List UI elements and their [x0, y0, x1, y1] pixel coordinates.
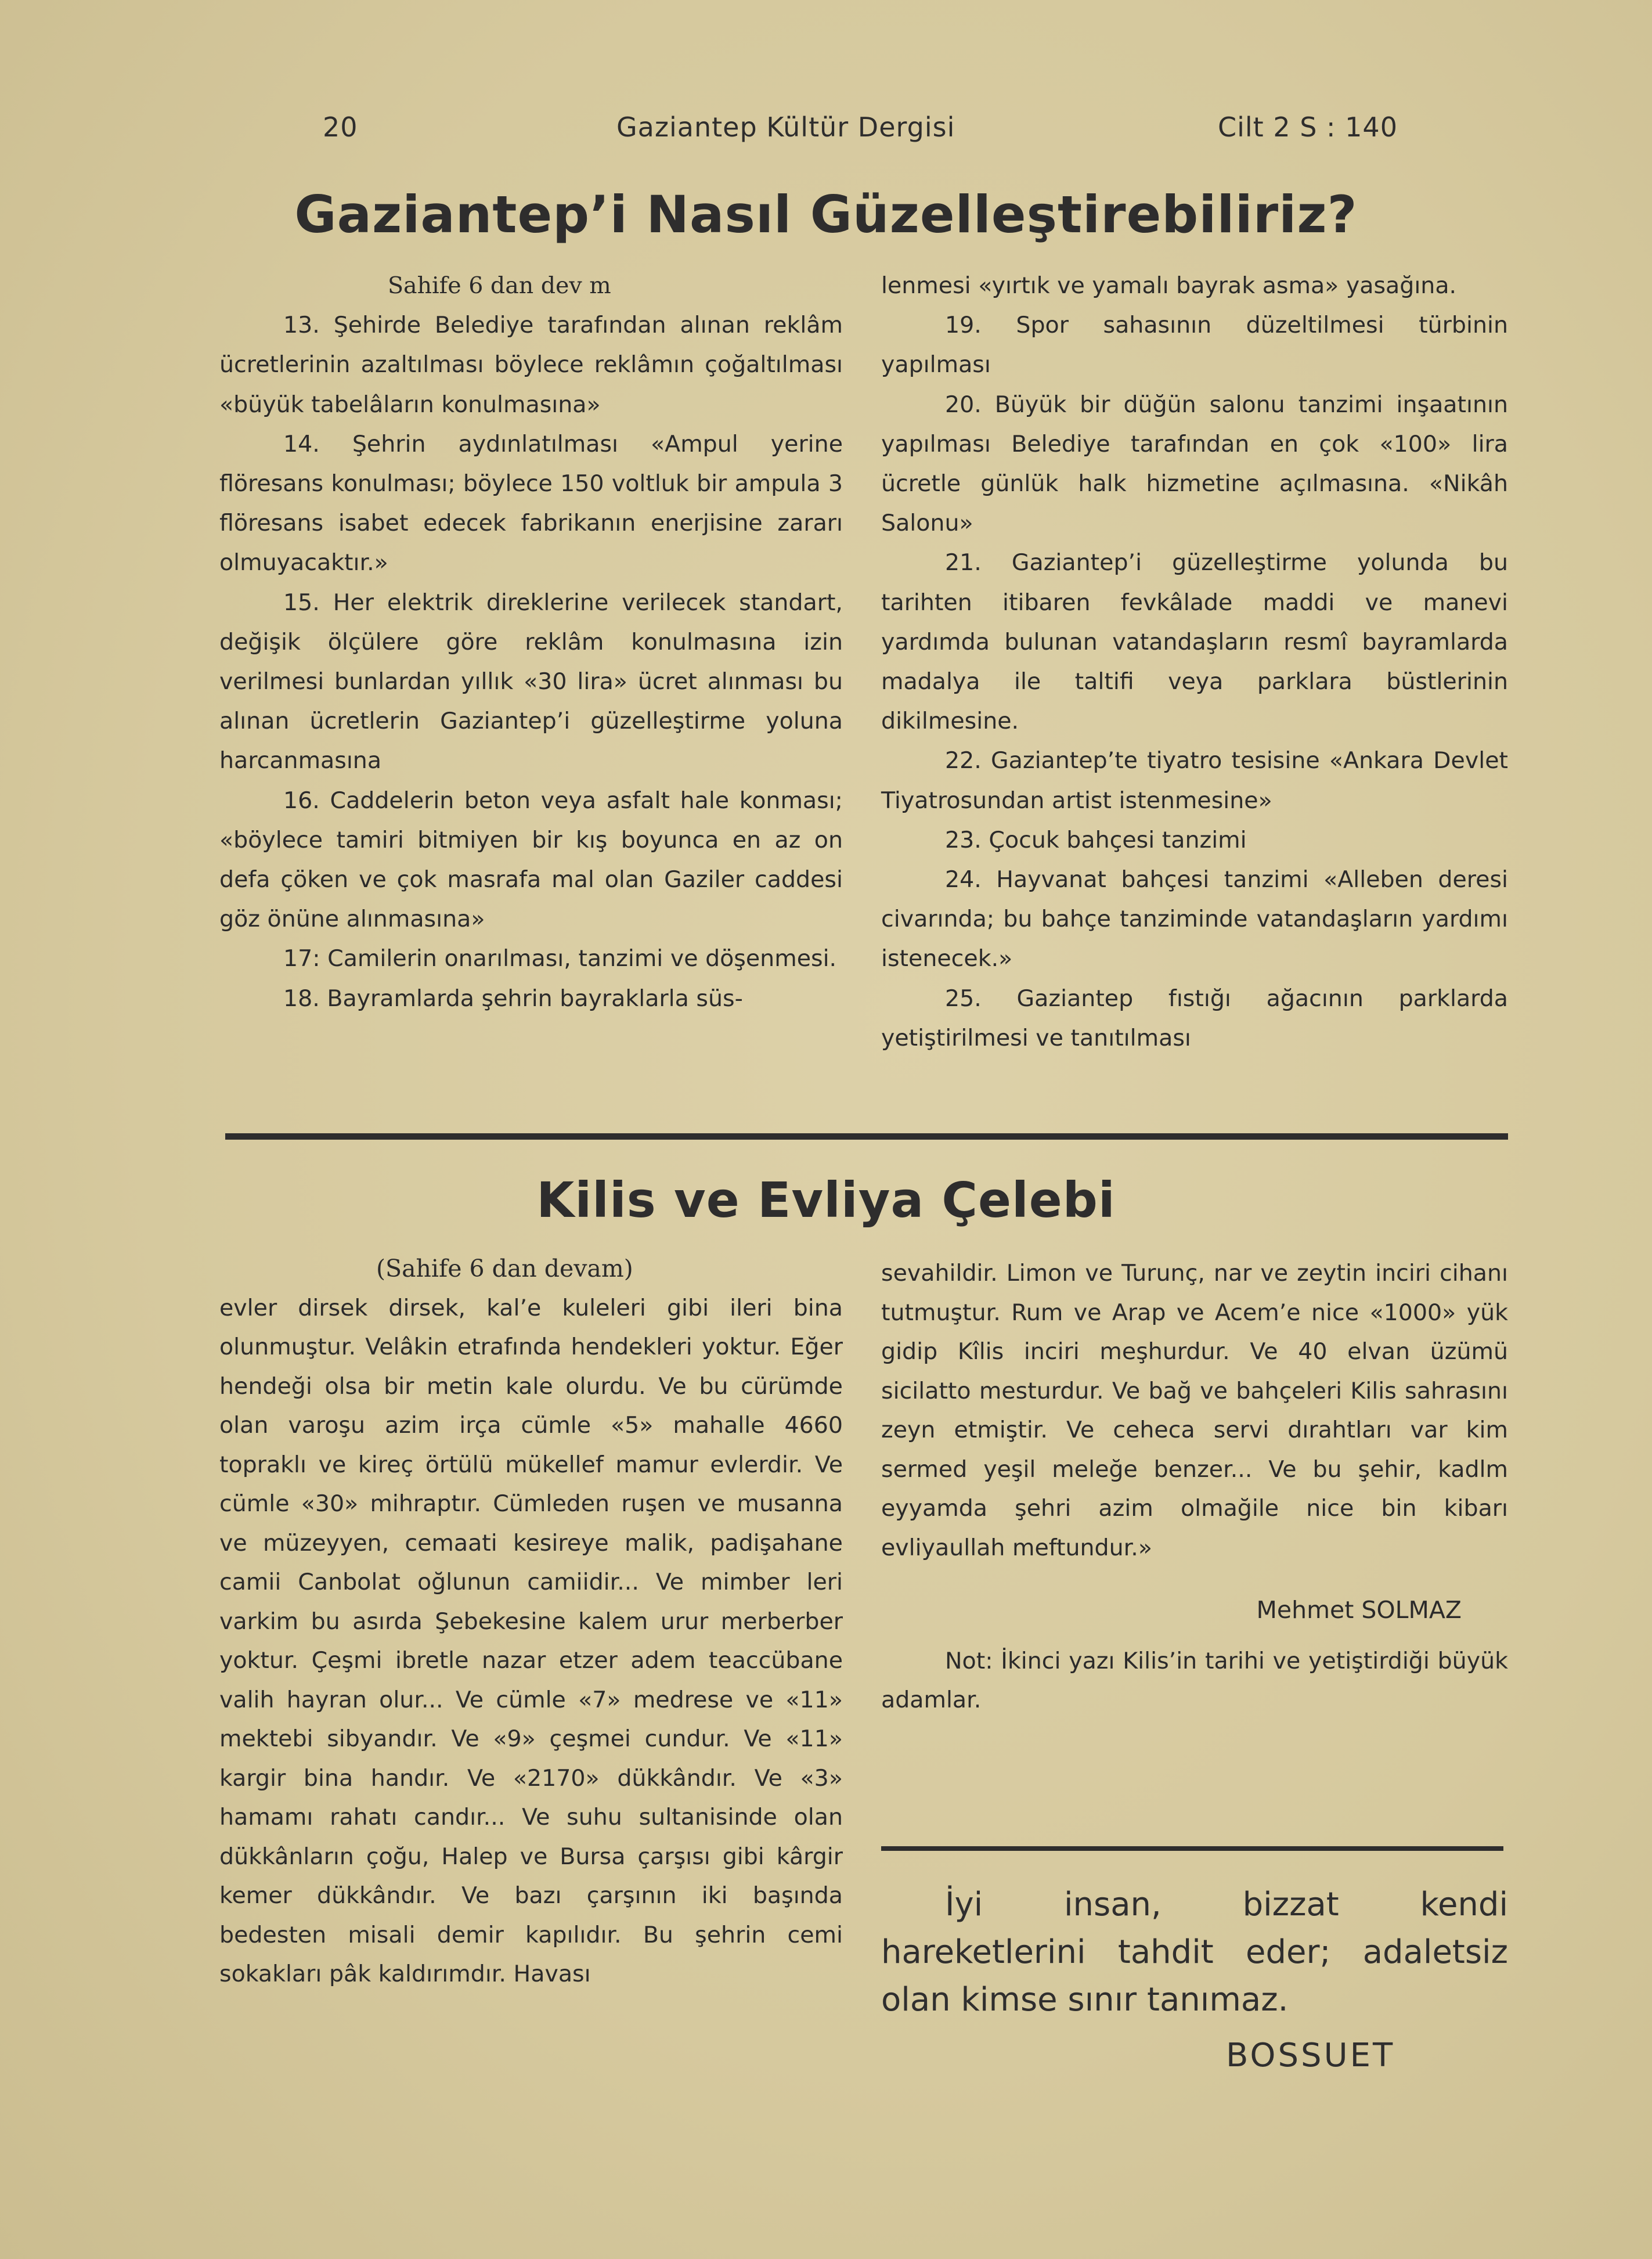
continued-note-2: (Sahife 6 dan devam): [376, 1255, 633, 1282]
item-23: 23. Çocuk bahçesi tanzimi: [945, 826, 1247, 853]
continued-note: Sahife 6 dan dev m: [388, 272, 611, 299]
author-name: Mehmet SOLMAZ: [1256, 1596, 1462, 1624]
item-16: 16. Caddelerin beton veya asfalt hale konması; «böylece tamiri bitmiyen bir kış boyunca en az on defa çöken ve çok masrafa mal olan Gaziler caddesi göz önüne alınmasına»: [219, 787, 843, 933]
kilis-right-text: sevahildir. Limon ve Turunç, nar ve zeytin inciri cihanı tutmuştur. Rum ve Arap ve Acem’e nice «1000» yük gidip Kîlis inciri meşhurdur. Ve 40 elvan üzümü sicilatto mesturdur. Ve bağ ve bahçeleri Kilis sahrasını zeyn etmiştir. Ve ceheca servi dırahtları var kim sermed yeşil meleğe benzer... Ve bu şehir, kadlm eyyamda şehri azim olmağile nice bin kibarı evliyaullah meftundur.»: [881, 1260, 1508, 1561]
quote-author: BOSSUET: [1226, 2037, 1395, 2074]
editor-note: Not: İkinci yazı Kilis’in tarihi ve yetiştirdiği büyük adamlar.: [881, 1647, 1508, 1713]
article-title-kilis: Kilis ve Evliya Çelebi: [536, 1172, 1116, 1228]
item-24: 24. Hayvanat bahçesi tanzimi «Alleben deresi civarında; bu bahçe tanziminde vatandaşların yardımı istenecek.»: [881, 866, 1508, 972]
item-25: 25. Gaziantep fıstığı ağacının parklarda yetiştirilmesi ve tanıtılması: [881, 985, 1508, 1051]
item-18: 18. Bayramlarda şehrin bayraklarla süs-: [283, 985, 743, 1012]
item-18-continued: lenmesi «yırtık ve yamalı bayrak asma» yasağına.: [881, 272, 1457, 299]
volume-issue: Cilt 2 S : 140: [1218, 111, 1398, 143]
bossuet-quote: İyi insan, bizzat kendi hareketlerini tahdit eder; adaletsiz olan kimse sınır tanımaz.: [881, 1886, 1508, 2019]
item-13: 13. Şehirde Belediye tarafından alınan reklâm ücretlerinin azaltılması böylece reklâmın çoğaltılması «büyük tabelâların konulmasına»: [219, 312, 843, 418]
item-19: 19. Spor sahasının düzeltilmesi türbinin yapılması: [881, 312, 1508, 379]
quote-divider: [881, 1846, 1503, 1851]
journal-name: Gaziantep Kültür Dergisi: [616, 111, 955, 143]
item-22: 22. Gaziantep’te tiyatro tesisine «Ankara Devlet Tiyatrosundan artist istenmesine»: [881, 747, 1508, 814]
article1-left-column: [219, 266, 843, 1018]
item-17: 17: Camilerin onarılması, tanzimi ve döşenmesi.: [283, 945, 837, 972]
page-number: 20: [323, 111, 358, 143]
article1-right-column: [881, 266, 1508, 1058]
kilis-left-text: evler dirsek dirsek, kal’e kuleleri gibi ileri bina olunmuştur. Velâkin etrafında hendekleri yoktur. Eğer hendeği olsa bir metin kale olurdu. Ve bu cürümde olan varoşu azim irça cümle «5» mahalle 4660 topraklı ve kireç örtülü mükellef mamur evlerdir. Ve cümle «30» mihraptır. Cümleden ruşen ve musanna ve müzeyyen, cemaati kesireye malik, padişahane camii Canbolat oğlunun camiidir... Ve mimber leri varkim bu asırda Şebekesine kalem urur merberber yoktur. Çeşmi ibretle nazar etzer adem teaccübane valih hayran olur... Ve cümle «7» medrese ve «11» mektebi sibyandır. Ve «9» çeşmei cundur. Ve «11» kargir bina handır. Ve «2170» dükkândır. Ve «3» hamamı rahatı candır... Ve suhu sultanisinde olan dükkânların çoğu, Halep ve Bursa çarşısı gibi kârgir kemer dükkândır. Ve bazı çarşının iki başında bedesten misali demir kapılıdır. Bu şehrin cemi sokakları pâk kaldırımdır. Havası: [219, 1294, 843, 1987]
section-divider: [225, 1133, 1508, 1140]
article-title-gaziantep: Gaziantep’i Nasıl Güzelleştirebiliriz?: [294, 185, 1358, 244]
item-21: 21. Gaziantep’i güzelleştirme yolunda bu tarihten itibaren fevkâlade maddi ve manevi yardımda bulunan vatandaşların resmî bayramlarda madalya ile taltifi veya parklara büstlerinin dikilmesine.: [881, 549, 1508, 735]
item-20: 20. Büyük bir düğün salonu tanzimi inşaatının yapılması Belediye tarafından en çok «100» lira ücretle günlük halk hizmetine açılmasına. «Nikâh Salonu»: [881, 391, 1508, 537]
item-14: 14. Şehrin aydınlatılması «Ampul yerine flöresans konulması; böylece 150 voltluk bir ampula 3 flöresans isabet edecek fabrikanın enerjisine zararı olmuyacaktır.»: [219, 430, 843, 577]
article2-right-column: [881, 1254, 1508, 1720]
article2-left-column: [219, 1249, 843, 1994]
item-15: 15. Her elektrik direklerine verilecek standart, değişik ölçülere göre reklâm konulmasına izin verilmesi bunlardan yıllık «30 lira» ücret alınması bu alınan ücretlerin Gaziantep’i güzelleştirme yoluna harcanmasına: [219, 589, 843, 774]
